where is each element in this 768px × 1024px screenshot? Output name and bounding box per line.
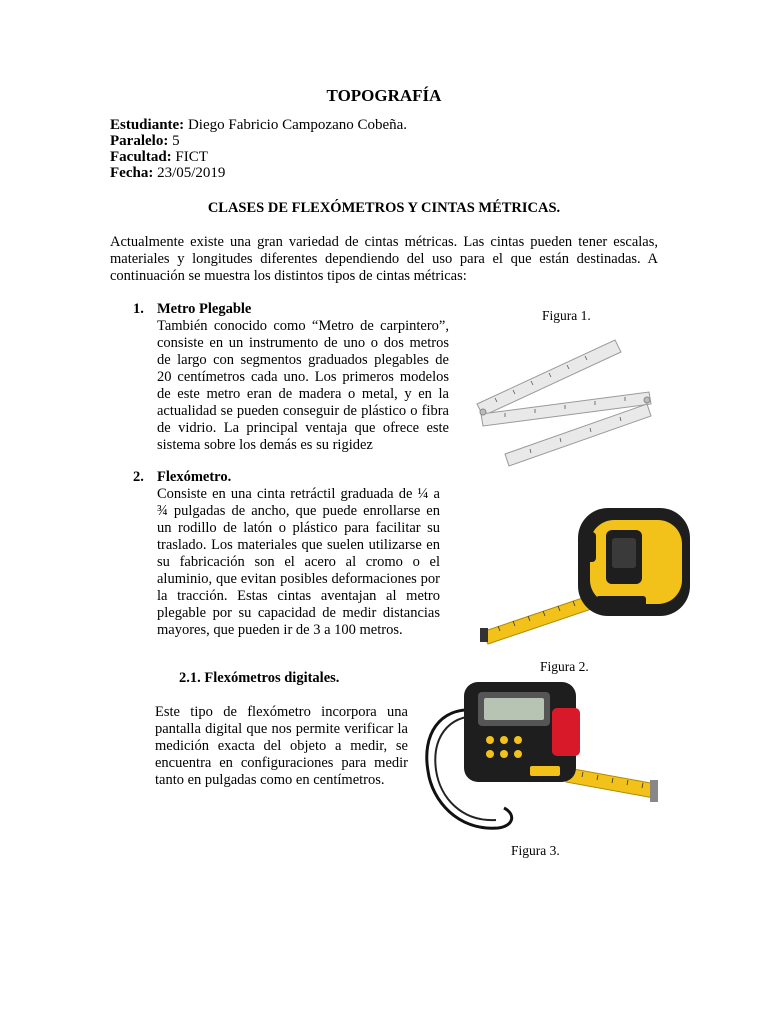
- figure-3-image: [418, 676, 662, 836]
- meta-value: 5: [168, 133, 180, 149]
- meta-value: FICT: [171, 149, 208, 165]
- tape-measure-icon: [478, 500, 700, 648]
- section-1-body: También conocido como “Metro de carpintero”, consiste en un instrumento de uno o dos metros de largo con segmentos graduados plegables de 20 centímetros cada uno. Los primeros modelos de este metro eran de madera o metal, y en la actualidad se pueden conseguir de plástico o fibra de vidrio. La principal ventaja que ofrece este sistema sobre los demás es su rigidez: [157, 318, 449, 453]
- folding-ruler-icon: [475, 330, 675, 468]
- meta-label: Estudiante:: [110, 117, 185, 133]
- meta-label: Facultad:: [110, 149, 172, 165]
- page-title: TOPOGRAFÍA: [326, 86, 442, 105]
- figure-2-caption: Figura 2.: [540, 659, 589, 674]
- digital-tape-measure-icon: [418, 676, 662, 836]
- section-1-heading: [133, 301, 251, 318]
- meta-value: 23/05/2019: [153, 165, 226, 181]
- section-title: Flexómetros digitales.: [204, 670, 340, 686]
- meta-date: [110, 164, 225, 182]
- section-title: Flexómetro.: [157, 469, 232, 485]
- section-number: 2.: [133, 469, 144, 485]
- section-2-body: Consiste en una cinta retráctil graduada de ¼ a ¾ pulgadas de ancho, que puede enrollarse en un rodillo de latón o plástico para facilitar su traslado. Los materiales que suelen utilizarse en su fabricación son el acero al cromo o el aluminio, que evitan posibles deformaciones por la tracción. Estas cintas aventajan al metro plegable por su capacidad de medir distancias mayores, que pueden ir de 3 a 100 metros.: [157, 486, 440, 638]
- section-number: 2.1.: [179, 670, 201, 686]
- section-number: 1.: [133, 301, 144, 317]
- figure-1-image: [475, 330, 675, 468]
- meta-label: Fecha:: [110, 165, 154, 181]
- figure-1-caption: Figura 1.: [542, 308, 591, 323]
- section-2-1-body: Este tipo de flexómetro incorpora una pantalla digital que nos permite verificar la medición exacta del objeto a medir, se encuentra en configuraciones para medir tanto en pulgadas como en centímetros.: [155, 704, 408, 788]
- figure-3-caption: Figura 3.: [511, 843, 560, 858]
- section-subtitle: CLASES DE FLEXÓMETROS Y CINTAS MÉTRICAS.: [207, 200, 561, 216]
- meta-value: Diego Fabricio Campozano Cobeña.: [184, 117, 408, 133]
- section-2-heading: [133, 469, 231, 486]
- meta-label: Paralelo:: [110, 133, 169, 149]
- section-title: Metro Plegable: [157, 301, 252, 317]
- figure-2-image: [478, 500, 700, 648]
- intro-paragraph: Actualmente existe una gran variedad de cintas métricas. Las cintas pueden tener escalas, materiales y longitudes diferentes dependiendo del uso para el que están destinadas. A continuación se muestra los distintos tipos de cintas métricas:: [110, 234, 658, 284]
- section-2-1-heading: [179, 670, 339, 687]
